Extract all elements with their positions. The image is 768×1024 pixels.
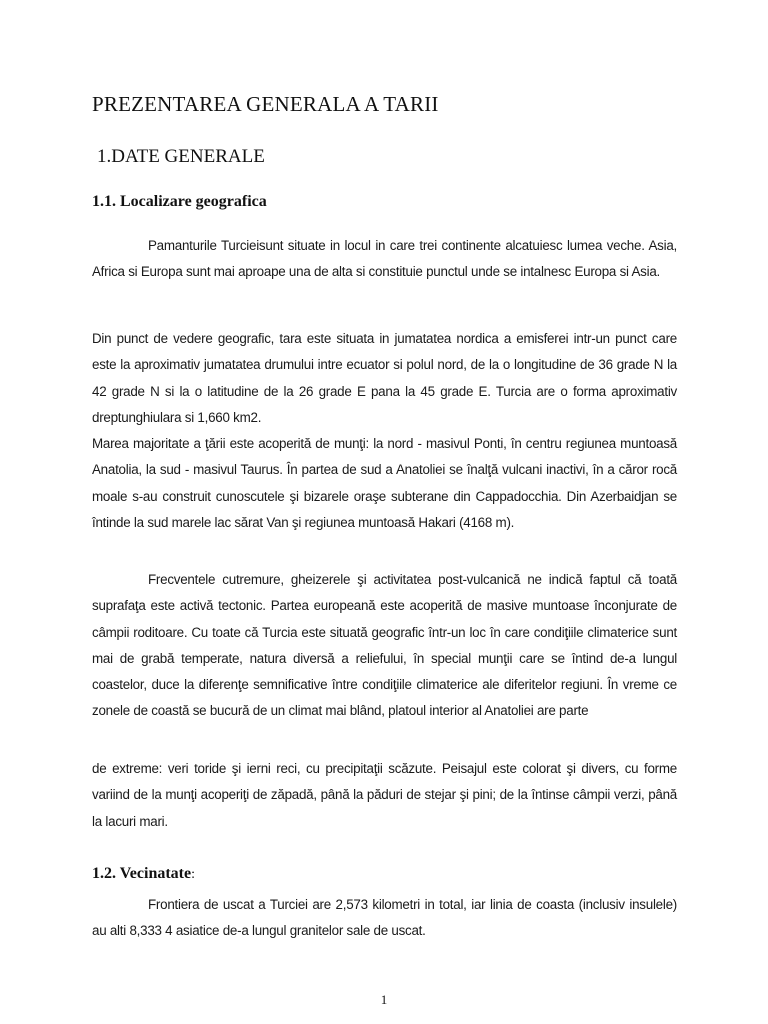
subsection-heading-colon: : <box>191 867 195 882</box>
paragraph-localizare-2: Din punct de vedere geografic, tara este situata in jumatatea nordica a emisferei intr-un punct care este la aproximativ jumatatea drumului intre ecuator si polul nord, de la o longitudine de 36 grade N la 42 grade N si la o latitudine de la 26 grade E pana la 45 grade E. Turcia are o forma aproximativ dreptunghiulara si 1,660 km2. <box>92 331 677 425</box>
document-title: PREZENTAREA GENERALA A TARII <box>92 92 439 116</box>
paragraph-localizare-4 <box>92 567 677 725</box>
paragraph-text: Frontiera de uscat a Turciei are 2,573 kilometri in total, iar linia de coasta (inclusiv insulele) au alti 8,333 4 asiatice de-a lungul granitelor sale de uscat. <box>92 897 677 939</box>
subsection-heading-vecinatate <box>92 865 195 883</box>
paragraph-vecinatate-1 <box>92 892 677 945</box>
page-number: 1 <box>380 992 388 1007</box>
paragraph-text: Frecventele cutremure, gheizerele şi activitatea post-vulcanică ne indică faptul că toată suprafaţa este activă tectonic. Partea europeană este acoperită de masive muntoase înconjurate de câmpii roditoare. Cu toate că Turcia este situată geografic într-un loc în care condiţiile climaterice sunt mai de grabă temperate, natura diversă a reliefului, în special munţii care se întind de-a lungul coastelor, duce la diferenţe semnificative între condiţiile climaterice ale diferitelor regiuni. În vreme ce zonele de coastă se bucură de un climat mai blând, platoul interior al Anatoliei are parte <box>92 572 677 719</box>
subsection-heading-localizare: 1.1. Localizare geografica <box>92 193 267 210</box>
paragraph-localizare-5: de extreme: veri toride şi ierni reci, cu precipitaţii scăzute. Peisajul este colorat şi divers, cu forme variind de la munţi acoperiţi de zăpadă, până la păduri de stejar şi pini; de la întinse câmpii verzi, până la lacuri mari. <box>92 761 677 829</box>
subsection-heading-text: 1.2. Vecinatate <box>92 865 192 882</box>
paragraph-text: Pamanturile Turcieisunt situate in locul in care trei continente alcatuiesc lumea veche. Asia, Africa si Europa sunt mai aproape una de alta si constituie punctul unde se intalnesc Europa si Asia. <box>92 238 677 280</box>
paragraph-localizare-1 <box>92 233 677 286</box>
paragraph-localizare-3: Marea majoritate a ţării este acoperită de munţi: la nord - masivul Ponti, în centru regiunea muntoasă Anatolia, la sud - masivul Taurus. În partea de sud a Anatoliei se înalţă vulcani inactivi, în a căror rocă moale s-au construit cunoscutele şi bizarele oraşe subterane din Cappadocchia. Din Azerbaidjan se întinde la sud marele lac sărat Van şi regiunea muntoasă Hakari (4168 m). <box>92 436 677 530</box>
section-heading: 1.DATE GENERALE <box>97 146 265 167</box>
